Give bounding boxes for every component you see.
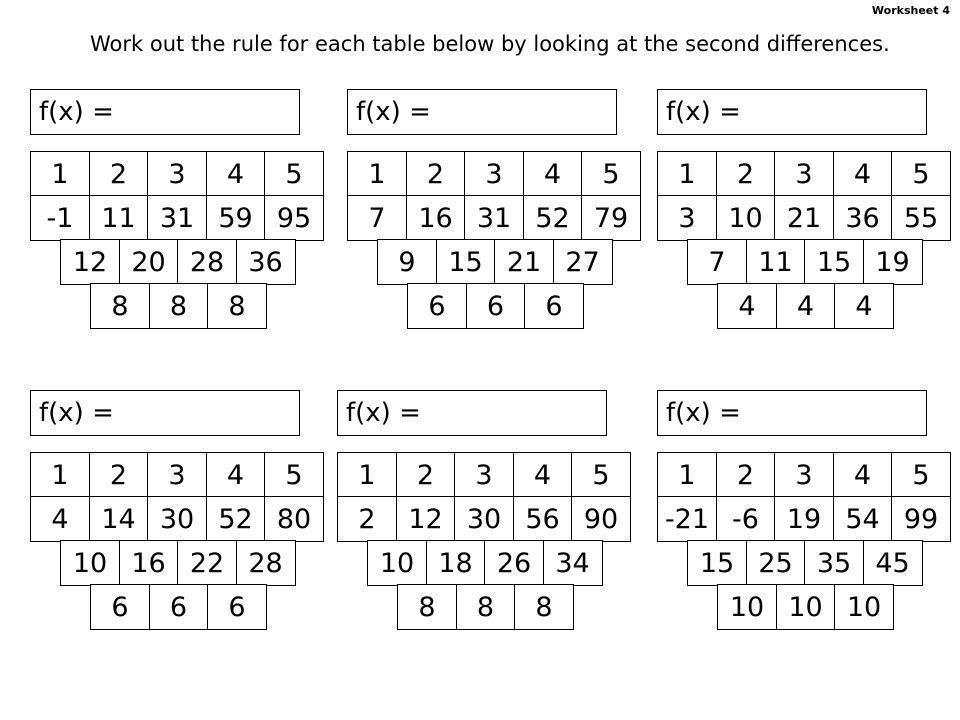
y-value-cell: 99 [891, 496, 951, 542]
x-value-cell: 2 [716, 452, 776, 498]
x-value-cell: 4 [833, 452, 893, 498]
x-value-row [30, 151, 323, 197]
table-panel-2 [347, 89, 652, 389]
x-value-cell: 2 [396, 452, 456, 498]
y-value-row [657, 496, 950, 542]
y-value-cell: 21 [774, 195, 834, 241]
second-difference-row [90, 283, 266, 329]
y-value-row [347, 195, 640, 241]
x-value-cell: 3 [147, 151, 207, 197]
second-difference-cell: 10 [776, 584, 836, 630]
fx-answer-box[interactable]: f(x) = [657, 89, 927, 135]
first-difference-row [687, 239, 921, 285]
x-value-cell: 4 [523, 151, 583, 197]
second-difference-row [397, 584, 573, 630]
first-difference-cell: 27 [553, 239, 613, 285]
first-difference-cell: 10 [367, 540, 427, 586]
x-value-cell: 5 [264, 151, 324, 197]
x-value-row [657, 452, 950, 498]
second-difference-cell: 4 [717, 283, 777, 329]
second-difference-cell: 4 [776, 283, 836, 329]
first-difference-cell: 22 [177, 540, 237, 586]
y-value-cell: 2 [337, 496, 397, 542]
first-difference-cell: 15 [804, 239, 864, 285]
y-value-cell: -1 [30, 195, 90, 241]
y-value-cell: 14 [89, 496, 149, 542]
second-difference-cell: 8 [149, 283, 209, 329]
y-value-cell: 7 [347, 195, 407, 241]
fx-answer-box[interactable]: f(x) = [347, 89, 617, 135]
x-value-cell: 3 [464, 151, 524, 197]
y-value-cell: 19 [774, 496, 834, 542]
first-difference-cell: 45 [863, 540, 923, 586]
x-value-row [337, 452, 630, 498]
y-value-cell: 80 [264, 496, 324, 542]
worksheet-label: Worksheet 4 [871, 4, 950, 17]
first-difference-row [687, 540, 921, 586]
first-difference-row [60, 540, 294, 586]
y-value-row [30, 195, 323, 241]
first-difference-cell: 10 [60, 540, 120, 586]
first-difference-cell: 26 [484, 540, 544, 586]
x-value-row [657, 151, 950, 197]
first-difference-row [367, 540, 601, 586]
first-difference-cell: 7 [687, 239, 747, 285]
first-difference-cell: 15 [436, 239, 496, 285]
first-difference-cell: 35 [804, 540, 864, 586]
x-value-cell: 3 [147, 452, 207, 498]
first-difference-cell: 15 [687, 540, 747, 586]
x-value-cell: 2 [89, 151, 149, 197]
x-value-cell: 3 [454, 452, 514, 498]
fx-answer-box[interactable]: f(x) = [30, 390, 300, 436]
second-difference-cell: 6 [466, 283, 526, 329]
first-difference-cell: 34 [543, 540, 603, 586]
y-value-cell: 10 [716, 195, 776, 241]
y-value-cell: 31 [147, 195, 207, 241]
x-value-cell: 1 [347, 151, 407, 197]
y-value-cell: 16 [406, 195, 466, 241]
x-value-cell: 2 [406, 151, 466, 197]
first-difference-cell: 25 [746, 540, 806, 586]
x-value-cell: 2 [716, 151, 776, 197]
y-value-cell: 36 [833, 195, 893, 241]
x-value-cell: 2 [89, 452, 149, 498]
second-difference-cell: 6 [407, 283, 467, 329]
y-value-cell: 52 [523, 195, 583, 241]
second-difference-cell: 6 [90, 584, 150, 630]
second-difference-row [407, 283, 583, 329]
y-value-cell: 12 [396, 496, 456, 542]
y-value-cell: 55 [891, 195, 951, 241]
x-value-cell: 4 [206, 151, 266, 197]
y-value-cell: -6 [716, 496, 776, 542]
second-difference-cell: 8 [514, 584, 574, 630]
x-value-row [30, 452, 323, 498]
second-difference-row [90, 584, 266, 630]
y-value-cell: 11 [89, 195, 149, 241]
x-value-cell: 3 [774, 452, 834, 498]
y-value-cell: 31 [464, 195, 524, 241]
x-value-cell: 5 [891, 151, 951, 197]
y-value-cell: 30 [147, 496, 207, 542]
y-value-cell: 59 [206, 195, 266, 241]
second-difference-row [717, 584, 893, 630]
first-difference-cell: 20 [119, 239, 179, 285]
x-value-cell: 1 [337, 452, 397, 498]
table-panel-6 [657, 390, 960, 690]
y-value-cell: 3 [657, 195, 717, 241]
first-difference-cell: 28 [236, 540, 296, 586]
first-difference-cell: 11 [746, 239, 806, 285]
table-panel-1 [30, 89, 335, 389]
y-value-row [657, 195, 950, 241]
x-value-cell: 1 [657, 151, 717, 197]
y-value-cell: 54 [833, 496, 893, 542]
first-difference-row [377, 239, 611, 285]
x-value-cell: 5 [264, 452, 324, 498]
first-difference-cell: 19 [863, 239, 923, 285]
first-difference-cell: 21 [494, 239, 554, 285]
x-value-cell: 4 [206, 452, 266, 498]
instructions-text: Work out the rule for each table below by looking at the second differences. [90, 32, 890, 56]
second-difference-cell: 8 [397, 584, 457, 630]
y-value-cell: 4 [30, 496, 90, 542]
first-difference-cell: 9 [377, 239, 437, 285]
x-value-cell: 4 [833, 151, 893, 197]
fx-answer-box[interactable]: f(x) = [30, 89, 300, 135]
x-value-cell: 1 [30, 452, 90, 498]
x-value-row [347, 151, 640, 197]
x-value-cell: 3 [774, 151, 834, 197]
second-difference-cell: 4 [834, 283, 894, 329]
y-value-cell: 79 [581, 195, 641, 241]
x-value-cell: 5 [581, 151, 641, 197]
x-value-cell: 1 [30, 151, 90, 197]
second-difference-cell: 6 [524, 283, 584, 329]
y-value-cell: 30 [454, 496, 514, 542]
second-difference-cell: 10 [834, 584, 894, 630]
second-difference-cell: 10 [717, 584, 777, 630]
x-value-cell: 5 [891, 452, 951, 498]
second-difference-cell: 8 [456, 584, 516, 630]
first-difference-cell: 16 [119, 540, 179, 586]
second-difference-cell: 6 [207, 584, 267, 630]
y-value-cell: 52 [206, 496, 266, 542]
y-value-cell: 90 [571, 496, 631, 542]
table-panel-4 [30, 390, 335, 690]
y-value-cell: 56 [513, 496, 573, 542]
fx-answer-box[interactable]: f(x) = [337, 390, 607, 436]
y-value-cell: 95 [264, 195, 324, 241]
second-difference-cell: 8 [90, 283, 150, 329]
table-panel-5 [337, 390, 642, 690]
first-difference-row [60, 239, 294, 285]
second-difference-cell: 6 [149, 584, 209, 630]
y-value-row [337, 496, 630, 542]
table-panel-3 [657, 89, 960, 389]
x-value-cell: 5 [571, 452, 631, 498]
first-difference-cell: 12 [60, 239, 120, 285]
fx-answer-box[interactable]: f(x) = [657, 390, 927, 436]
first-difference-cell: 36 [236, 239, 296, 285]
second-difference-cell: 8 [207, 283, 267, 329]
x-value-cell: 1 [657, 452, 717, 498]
second-difference-row [717, 283, 893, 329]
y-value-row [30, 496, 323, 542]
first-difference-cell: 28 [177, 239, 237, 285]
first-difference-cell: 18 [426, 540, 486, 586]
x-value-cell: 4 [513, 452, 573, 498]
y-value-cell: -21 [657, 496, 717, 542]
